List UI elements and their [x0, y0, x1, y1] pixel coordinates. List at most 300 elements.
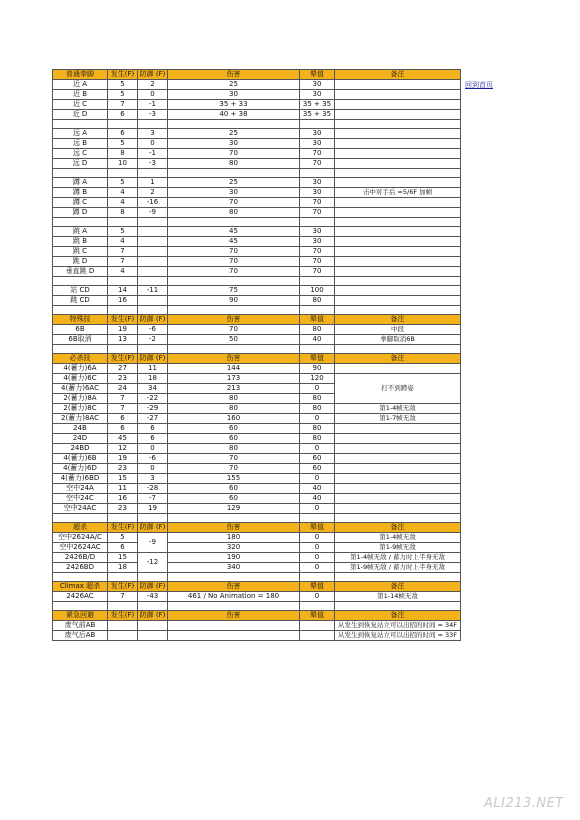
section-header-emergency	[53, 611, 461, 621]
cell-startup	[108, 621, 138, 631]
cell-move-name: 4(蓄力)6BD	[53, 474, 108, 484]
cell-note	[335, 454, 461, 464]
cell-note	[335, 149, 461, 159]
cell-guard: -2	[138, 335, 168, 345]
empty-cell	[335, 218, 461, 227]
table-row	[53, 464, 461, 474]
empty-cell	[300, 345, 335, 354]
header-move-name: 必杀技	[53, 354, 108, 364]
cell-guard	[138, 621, 168, 631]
cell-damage: 70	[168, 464, 300, 474]
cell-guard: -1	[138, 100, 168, 110]
cell-startup: 23	[108, 374, 138, 384]
cell-damage: 90	[168, 296, 300, 306]
table-row	[53, 198, 461, 208]
table-row	[53, 257, 461, 267]
cell-stun: 30	[300, 227, 335, 237]
cell-move-name: 2(蓄力)8C	[53, 404, 108, 414]
cell-move-name: 蹲 C	[53, 198, 108, 208]
cell-stun: 0	[300, 563, 335, 573]
table-row	[53, 139, 461, 149]
spacer-row	[53, 218, 461, 227]
empty-cell	[300, 573, 335, 582]
cell-move-name: 4(蓄力)6D	[53, 464, 108, 474]
cell-startup: 7	[108, 247, 138, 257]
back-to-home-link[interactable]: 回到首页	[465, 81, 493, 89]
table-row	[53, 474, 461, 484]
cell-move-name: 近 D	[53, 110, 108, 120]
cell-note: 第1-4帧无敌	[335, 404, 461, 414]
header-stun: 晕值	[300, 611, 335, 621]
cell-damage: 80	[168, 208, 300, 218]
cell-guard: -3	[138, 159, 168, 169]
spacer-row	[53, 345, 461, 354]
empty-cell	[138, 218, 168, 227]
cell-startup: 8	[108, 149, 138, 159]
table-row	[53, 100, 461, 110]
empty-cell	[300, 306, 335, 315]
cell-startup: 6	[108, 129, 138, 139]
cell-move-name: 24BD	[53, 444, 108, 454]
cell-stun: 70	[300, 208, 335, 218]
empty-cell	[335, 277, 461, 286]
empty-cell	[138, 514, 168, 523]
cell-guard: -29	[138, 404, 168, 414]
cell-damage: 70	[168, 257, 300, 267]
cell-stun: 70	[300, 198, 335, 208]
section-header-climax	[53, 582, 461, 592]
empty-cell	[53, 277, 108, 286]
header-note: 备注	[335, 70, 461, 80]
cell-move-name: 2426AC	[53, 592, 108, 602]
cell-stun: 80	[300, 434, 335, 444]
header-move-name: 超杀	[53, 523, 108, 533]
cell-guard-merged: -12	[138, 553, 168, 573]
cell-note	[335, 198, 461, 208]
section-header-special	[53, 315, 461, 325]
empty-cell	[138, 602, 168, 611]
cell-move-name: 跳 A	[53, 227, 108, 237]
cell-startup: 5	[108, 80, 138, 90]
cell-damage	[168, 621, 300, 631]
header-move-name: 特殊技	[53, 315, 108, 325]
cell-note	[335, 504, 461, 514]
cell-startup: 4	[108, 267, 138, 277]
header-move-name: 普通拳脚	[53, 70, 108, 80]
header-startup: 发生(F)	[108, 354, 138, 364]
table-row	[53, 178, 461, 188]
table-row	[53, 374, 461, 384]
empty-cell	[108, 514, 138, 523]
cell-move-name: 2(蓄力)8A	[53, 394, 108, 404]
table-row	[53, 129, 461, 139]
cell-guard: 2	[138, 80, 168, 90]
cell-damage: 25	[168, 129, 300, 139]
cell-move-name: 站 CD	[53, 286, 108, 296]
cell-stun: 30	[300, 188, 335, 198]
header-guard: 防御 (F)	[138, 582, 168, 592]
cell-move-name: 跳 B	[53, 237, 108, 247]
cell-note	[335, 208, 461, 218]
cell-guard: -9	[138, 208, 168, 218]
cell-note	[335, 267, 461, 277]
empty-cell	[300, 120, 335, 129]
header-note: 备注	[335, 315, 461, 325]
cell-startup: 7	[108, 404, 138, 414]
cell-note: 中段	[335, 325, 461, 335]
table-row	[53, 335, 461, 345]
empty-cell	[168, 602, 300, 611]
section-header-hissatsu	[53, 354, 461, 364]
cell-stun: 30	[300, 178, 335, 188]
cell-startup: 14	[108, 286, 138, 296]
empty-cell	[300, 169, 335, 178]
cell-damage: 25	[168, 178, 300, 188]
watermark-logo: ALI213.NET	[484, 796, 564, 811]
cell-startup: 5	[108, 90, 138, 100]
cell-stun: 80	[300, 404, 335, 414]
cell-move-name: 远 D	[53, 159, 108, 169]
cell-damage: 129	[168, 504, 300, 514]
cell-stun: 70	[300, 149, 335, 159]
cell-note	[335, 424, 461, 434]
cell-startup: 19	[108, 454, 138, 464]
cell-note	[335, 139, 461, 149]
cell-move-name: 4(蓄力)6AC	[53, 384, 108, 394]
cell-guard-merged: -9	[138, 533, 168, 553]
table-row	[53, 110, 461, 120]
header-guard: 防御 (F)	[138, 354, 168, 364]
spacer-row	[53, 514, 461, 523]
cell-move-name: 垂直跳 D	[53, 267, 108, 277]
cell-move-name: 远 B	[53, 139, 108, 149]
cell-move-name: 蹲 B	[53, 188, 108, 198]
cell-move-name: 空中2624A/C	[53, 533, 108, 543]
cell-guard	[138, 247, 168, 257]
cell-move-name: 2(蓄力)8AC	[53, 414, 108, 424]
cell-stun: 40	[300, 484, 335, 494]
cell-startup: 15	[108, 474, 138, 484]
cell-damage: 461 / No Animation = 180	[168, 592, 300, 602]
cell-note	[335, 227, 461, 237]
empty-cell	[300, 218, 335, 227]
empty-cell	[300, 277, 335, 286]
cell-startup: 18	[108, 563, 138, 573]
cell-stun	[300, 621, 335, 631]
header-guard: 防御 (F)	[138, 315, 168, 325]
cell-startup: 6	[108, 543, 138, 553]
cell-damage: 70	[168, 267, 300, 277]
header-startup: 发生(F)	[108, 315, 138, 325]
empty-cell	[53, 514, 108, 523]
table-row	[53, 296, 461, 306]
header-startup: 发生(F)	[108, 582, 138, 592]
cell-note: 第1-9帧无敌 / 蓄力时上半身无敌	[335, 563, 461, 573]
cell-move-name: 远 C	[53, 149, 108, 159]
cell-stun: 0	[300, 543, 335, 553]
table-row	[53, 543, 461, 553]
cell-stun: 70	[300, 247, 335, 257]
cell-guard: 0	[138, 444, 168, 454]
cell-damage: 30	[168, 90, 300, 100]
cell-move-name: 2426B/D	[53, 553, 108, 563]
cell-damage: 155	[168, 474, 300, 484]
cell-startup: 23	[108, 504, 138, 514]
cell-move-name: 空中24AC	[53, 504, 108, 514]
section-header-normal	[53, 70, 461, 80]
cell-guard: 19	[138, 504, 168, 514]
cell-startup: 4	[108, 198, 138, 208]
cell-damage: 144	[168, 364, 300, 374]
spacer-row	[53, 306, 461, 315]
cell-stun: 0	[300, 504, 335, 514]
header-damage: 伤害	[168, 70, 300, 80]
cell-guard: 3	[138, 129, 168, 139]
header-note: 备注	[335, 611, 461, 621]
cell-note: 击中对手后 =5/6F 加帧	[335, 188, 461, 198]
cell-stun: 80	[300, 424, 335, 434]
table-row	[53, 159, 461, 169]
cell-move-name: 空中24A	[53, 484, 108, 494]
cell-damage: 160	[168, 414, 300, 424]
cell-note	[335, 464, 461, 474]
cell-note	[335, 80, 461, 90]
cell-damage: 70	[168, 325, 300, 335]
header-stun: 晕值	[300, 315, 335, 325]
empty-cell	[168, 345, 300, 354]
cell-damage: 75	[168, 286, 300, 296]
cell-note	[335, 484, 461, 494]
cell-damage: 40 + 38	[168, 110, 300, 120]
cell-guard: 0	[138, 464, 168, 474]
cell-damage: 60	[168, 434, 300, 444]
cell-guard: 18	[138, 374, 168, 384]
cell-damage: 50	[168, 335, 300, 345]
header-startup: 发生(F)	[108, 611, 138, 621]
cell-startup: 7	[108, 592, 138, 602]
cell-move-name: 废气后AB	[53, 631, 108, 641]
table-row	[53, 247, 461, 257]
empty-cell	[168, 306, 300, 315]
cell-startup: 11	[108, 484, 138, 494]
header-guard: 防御 (F)	[138, 70, 168, 80]
cell-stun: 120	[300, 374, 335, 384]
cell-stun: 35 + 35	[300, 100, 335, 110]
cell-move-name: 近 B	[53, 90, 108, 100]
table-row	[53, 434, 461, 444]
header-damage: 伤害	[168, 315, 300, 325]
empty-cell	[138, 169, 168, 178]
cell-stun: 90	[300, 364, 335, 374]
cell-note	[335, 444, 461, 454]
table-row	[53, 414, 461, 424]
cell-startup: 16	[108, 494, 138, 504]
cell-guard: 34	[138, 384, 168, 394]
cell-damage: 60	[168, 424, 300, 434]
cell-guard: -11	[138, 286, 168, 296]
cell-damage: 80	[168, 159, 300, 169]
cell-note	[335, 494, 461, 504]
cell-damage: 213	[168, 384, 300, 394]
table-row	[53, 80, 461, 90]
cell-move-name: 4(蓄力)6C	[53, 374, 108, 384]
table-row	[53, 533, 461, 543]
cell-stun: 0	[300, 414, 335, 424]
empty-cell	[138, 306, 168, 315]
table-row	[53, 454, 461, 464]
cell-stun: 40	[300, 494, 335, 504]
table-row	[53, 227, 461, 237]
cell-move-name: 跳 D	[53, 257, 108, 267]
cell-startup: 8	[108, 208, 138, 218]
header-damage: 伤害	[168, 582, 300, 592]
cell-note: 第1-4帧无敌 / 蓄力时上半身无敌	[335, 553, 461, 563]
cell-stun: 0	[300, 444, 335, 454]
cell-guard: -6	[138, 325, 168, 335]
cell-move-name: 24B	[53, 424, 108, 434]
cell-guard: -27	[138, 414, 168, 424]
cell-note: 第1-7帧无敌	[335, 414, 461, 424]
header-startup: 发生(F)	[108, 70, 138, 80]
cell-startup: 7	[108, 257, 138, 267]
cell-stun: 70	[300, 159, 335, 169]
header-move-name: 紧急回避	[53, 611, 108, 621]
cell-guard: 1	[138, 178, 168, 188]
cell-note	[335, 247, 461, 257]
table-row	[53, 90, 461, 100]
table-row	[53, 237, 461, 247]
table-row	[53, 553, 461, 563]
header-startup: 发生(F)	[108, 523, 138, 533]
cell-startup	[108, 631, 138, 641]
cell-note	[335, 286, 461, 296]
table-body	[53, 70, 461, 641]
empty-cell	[53, 602, 108, 611]
cell-startup: 27	[108, 364, 138, 374]
cell-note	[335, 90, 461, 100]
table-row	[53, 424, 461, 434]
cell-stun: 70	[300, 267, 335, 277]
table-row	[53, 621, 461, 631]
cell-stun: 100	[300, 286, 335, 296]
cell-startup: 7	[108, 100, 138, 110]
cell-damage: 80	[168, 444, 300, 454]
table-row	[53, 592, 461, 602]
frame-data-table	[52, 69, 461, 641]
cell-move-name: 6B取消	[53, 335, 108, 345]
table-row	[53, 364, 461, 374]
table-row	[53, 484, 461, 494]
cell-startup: 5	[108, 178, 138, 188]
empty-cell	[335, 345, 461, 354]
empty-cell	[168, 218, 300, 227]
cell-stun: 70	[300, 257, 335, 267]
table-row	[53, 267, 461, 277]
cell-guard: -6	[138, 454, 168, 464]
empty-cell	[138, 345, 168, 354]
cell-damage: 190	[168, 553, 300, 563]
cell-note: 第1-9帧无敌	[335, 543, 461, 553]
cell-guard: 0	[138, 139, 168, 149]
empty-cell	[53, 573, 108, 582]
empty-cell	[168, 277, 300, 286]
table-row	[53, 208, 461, 218]
cell-damage: 70	[168, 149, 300, 159]
table-row	[53, 444, 461, 454]
empty-cell	[300, 602, 335, 611]
cell-move-name: 6B	[53, 325, 108, 335]
cell-stun: 80	[300, 325, 335, 335]
header-stun: 晕值	[300, 582, 335, 592]
cell-guard: -1	[138, 149, 168, 159]
empty-cell	[335, 602, 461, 611]
cell-move-name: 跳 C	[53, 247, 108, 257]
table-row	[53, 504, 461, 514]
cell-stun: 0	[300, 533, 335, 543]
table-row	[53, 149, 461, 159]
cell-guard	[138, 257, 168, 267]
cell-stun: 40	[300, 335, 335, 345]
cell-stun: 0	[300, 592, 335, 602]
header-damage: 伤害	[168, 523, 300, 533]
header-note: 备注	[335, 582, 461, 592]
cell-stun: 80	[300, 296, 335, 306]
cell-move-name: 24D	[53, 434, 108, 444]
cell-note	[335, 237, 461, 247]
cell-move-name: 废气前AB	[53, 621, 108, 631]
empty-cell	[53, 218, 108, 227]
spacer-row	[53, 277, 461, 286]
cell-stun: 80	[300, 394, 335, 404]
cell-guard	[138, 296, 168, 306]
empty-cell	[53, 169, 108, 178]
table-row	[53, 286, 461, 296]
cell-startup: 6	[108, 414, 138, 424]
cell-guard: -22	[138, 394, 168, 404]
cell-damage: 30	[168, 139, 300, 149]
header-stun: 晕值	[300, 70, 335, 80]
empty-cell	[108, 218, 138, 227]
cell-damage: 80	[168, 404, 300, 414]
cell-move-name: 蹲 A	[53, 178, 108, 188]
cell-startup: 13	[108, 335, 138, 345]
empty-cell	[108, 120, 138, 129]
cell-damage: 60	[168, 494, 300, 504]
cell-move-name: 4(蓄力)6A	[53, 364, 108, 374]
cell-stun: 60	[300, 454, 335, 464]
empty-cell	[53, 306, 108, 315]
cell-stun: 35 + 35	[300, 110, 335, 120]
cell-note	[335, 159, 461, 169]
cell-guard: 2	[138, 188, 168, 198]
cell-damage: 45	[168, 227, 300, 237]
cell-note	[335, 178, 461, 188]
cell-damage: 70	[168, 454, 300, 464]
empty-cell	[300, 514, 335, 523]
spacer-row	[53, 573, 461, 582]
cell-startup: 45	[108, 434, 138, 444]
frame-data-sheet	[52, 69, 460, 641]
table-row	[53, 188, 461, 198]
empty-cell	[138, 573, 168, 582]
cell-guard	[138, 227, 168, 237]
empty-cell	[335, 306, 461, 315]
cell-startup: 6	[108, 110, 138, 120]
cell-startup: 12	[108, 444, 138, 454]
cell-guard: 3	[138, 474, 168, 484]
cell-startup: 5	[108, 139, 138, 149]
empty-cell	[138, 277, 168, 286]
